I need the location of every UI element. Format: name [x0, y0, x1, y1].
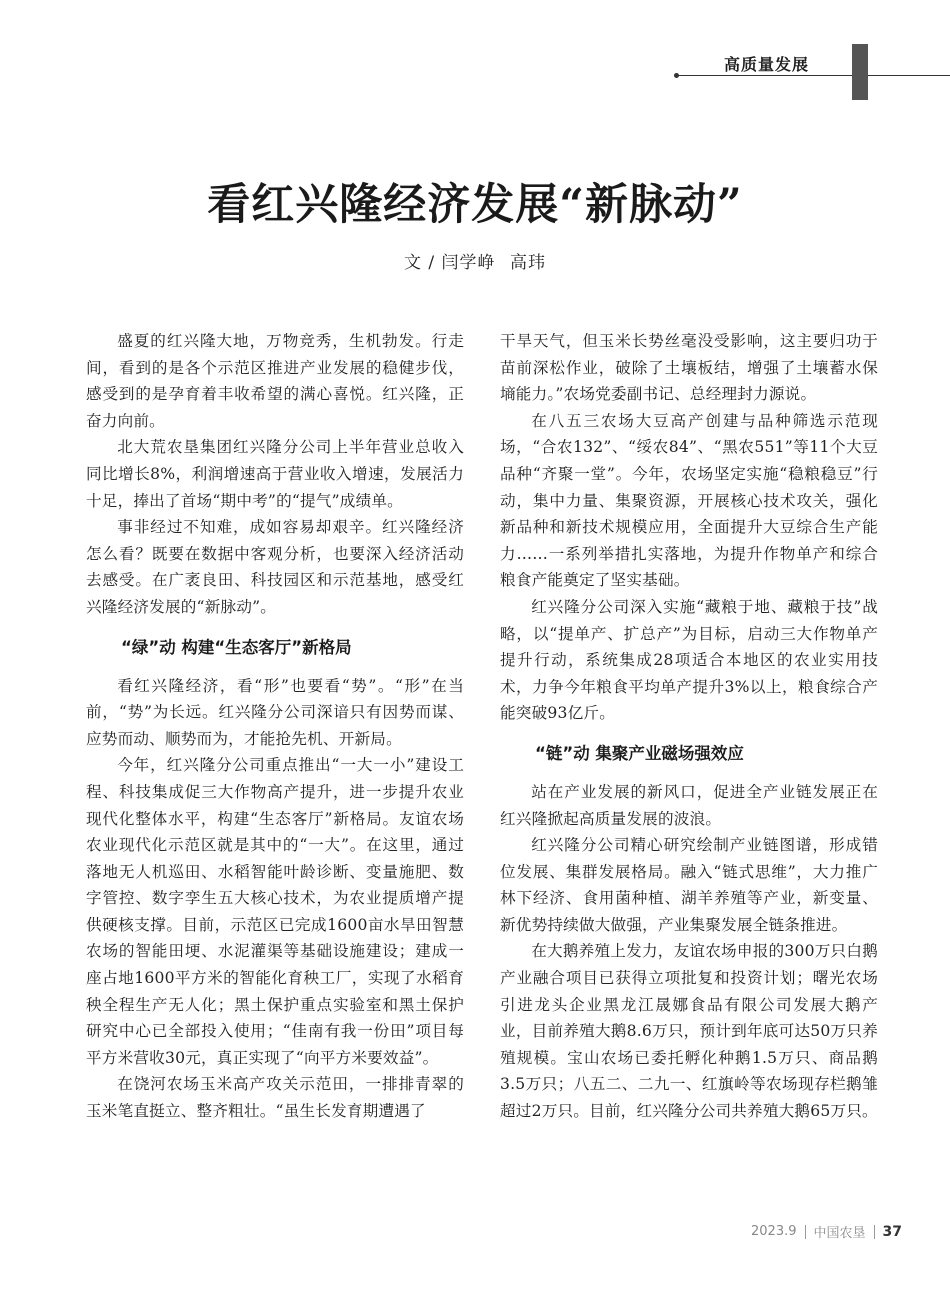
- body-paragraph: 在饶河农场玉米高产攻关示范田，一排排青翠的玉米笔直挺立、整齐粗壮。“虽生长发育期遭遇了: [86, 1075, 464, 1121]
- page-number: 37: [882, 1223, 902, 1240]
- section-block-marker: [852, 44, 868, 100]
- body-paragraph: 干旱天气，但玉米长势丝毫没受影响，这主要归功于苗前深松作业，破除了土壤板结，增强了土壤蓄水保墒能力。”农场党委副书记、总经理封力源说。: [500, 332, 878, 404]
- body-paragraph: 在八五三农场大豆高产创建与品种筛选示范现场，“合农132”、“绥农84”、“黑农551”等11个大豆品种“齐聚一堂”。今年，农场坚定实施“稳粮稳豆”行动，集中力量、集聚资源，开展核心技术攻关，强化新品种和新技术规模应用，全面提升大豆综合生产能力……一系列举措扎实落地，为提升作物单产和综合粮食产能奠定了坚实基础。: [500, 411, 878, 590]
- body-paragraph: 站在产业发展的新风口，促进全产业链发展正在红兴隆掀起高质量发展的波浪。: [500, 782, 878, 828]
- right-column: [500, 328, 878, 1125]
- page-footer: [751, 1222, 902, 1241]
- body-paragraph: 红兴隆分公司精心研究绘制产业链图谱，形成错位发展、集群发展格局。融入“链式思维”，大力推广林下经济、食用菌种植、湖羊养殖等产业，新变量、新优势持续做大做强，产业集聚发展全链条推进。: [500, 836, 878, 934]
- section-heading: “链”动 集聚产业磁场强效应: [535, 743, 744, 763]
- body-paragraph: 看红兴隆经济，看“形”也要看“势”。“形”在当前，“势”为长远。红兴隆分公司深谙只有因势而谋、应势而动、顺势而为，才能抢先机、开新局。: [86, 676, 464, 748]
- section-rule: [676, 75, 950, 76]
- left-column: [86, 328, 464, 1125]
- footer-divider: [874, 1225, 875, 1239]
- byline: [0, 248, 950, 273]
- footer-divider: [805, 1225, 806, 1239]
- article-title: 看红兴隆经济发展“新脉动”: [207, 179, 743, 230]
- body-paragraph: 北大荒农垦集团红兴隆分公司上半年营业总收入同比增长8%，利润增速高于营业收入增速，发展活力十足，捧出了首场“期中考”的“提气”成绩单。: [86, 438, 464, 510]
- body-paragraph: 今年，红兴隆分公司重点推出“一大一小”建设工程、科技集成促三大作物高产提升，进一步提升农业现代化整体水平，构建“生态客厅”新格局。友谊农场农业现代化示范区就是其中的“一大”。在这里，通过落地无人机巡田、水稻智能叶龄诊断、变量施肥、数字管控、数字孪生五大核心技术，为农业提质增产提供硬核支撑。目前，示范区已完成1600亩水旱田智慧农场的智能田埂、水泥灌渠等基础设施建设；建成一座占地1600平方米的智能化育秧工厂，实现了水稻育秧全程生产无人化；黑土保护重点实验室和黑土保护研究中心已全部投入使用；“佳南有我一份田”项目每平方米营收30元，真正实现了“向平方米要效益”。: [86, 756, 464, 1067]
- section-label: 高质量发展: [724, 55, 810, 74]
- body-paragraph: 在大鹅养殖上发力，友谊农场申报的300万只白鹅产业融合项目已获得立项批复和投资计划；曙光农场引进龙头企业黑龙江晟娜食品有限公司发展大鹅产业，目前养殖大鹅8.6万只，预计到年底可达50万只养殖规模。宝山农场已委托孵化种鹅1.5万只、商品鹅3.5万只；八五二、二九一、红旗岭等农场现存栏鹅雏超过2万只。目前，红兴隆分公司共养殖大鹅65万只。: [500, 942, 878, 1121]
- issue-date: 2023.9: [751, 1224, 797, 1239]
- byline-author-1: 文 / 闫学峥: [404, 253, 496, 273]
- byline-author-2: 高玮: [509, 253, 546, 273]
- section-heading: “绿”动 构建“生态客厅”新格局: [121, 637, 352, 657]
- body-paragraph: 事非经过不知难，成如容易却艰辛。红兴隆经济怎么看？既要在数据中客观分析，也要深入经济活动去感受。在广袤良田、科技园区和示范基地，感受红兴隆经济发展的“新脉动”。: [86, 518, 464, 616]
- body-paragraph: 红兴隆分公司深入实施“藏粮于地、藏粮于技”战略，以“提单产、扩总产”为目标，启动三大作物单产提升行动，系统集成28项适合本地区的农业实用技术，力争今年粮食平均单产提升3%以上，粮食综合产能突破93亿斤。: [500, 597, 878, 723]
- magazine-name: 中国农垦: [813, 1226, 866, 1241]
- body-paragraph: 盛夏的红兴隆大地，万物竞秀，生机勃发。行走间，看到的是各个示范区推进产业发展的稳健步伐，感受到的是孕育着丰收希望的满心喜悦。红兴隆，正奋力向前。: [86, 332, 464, 430]
